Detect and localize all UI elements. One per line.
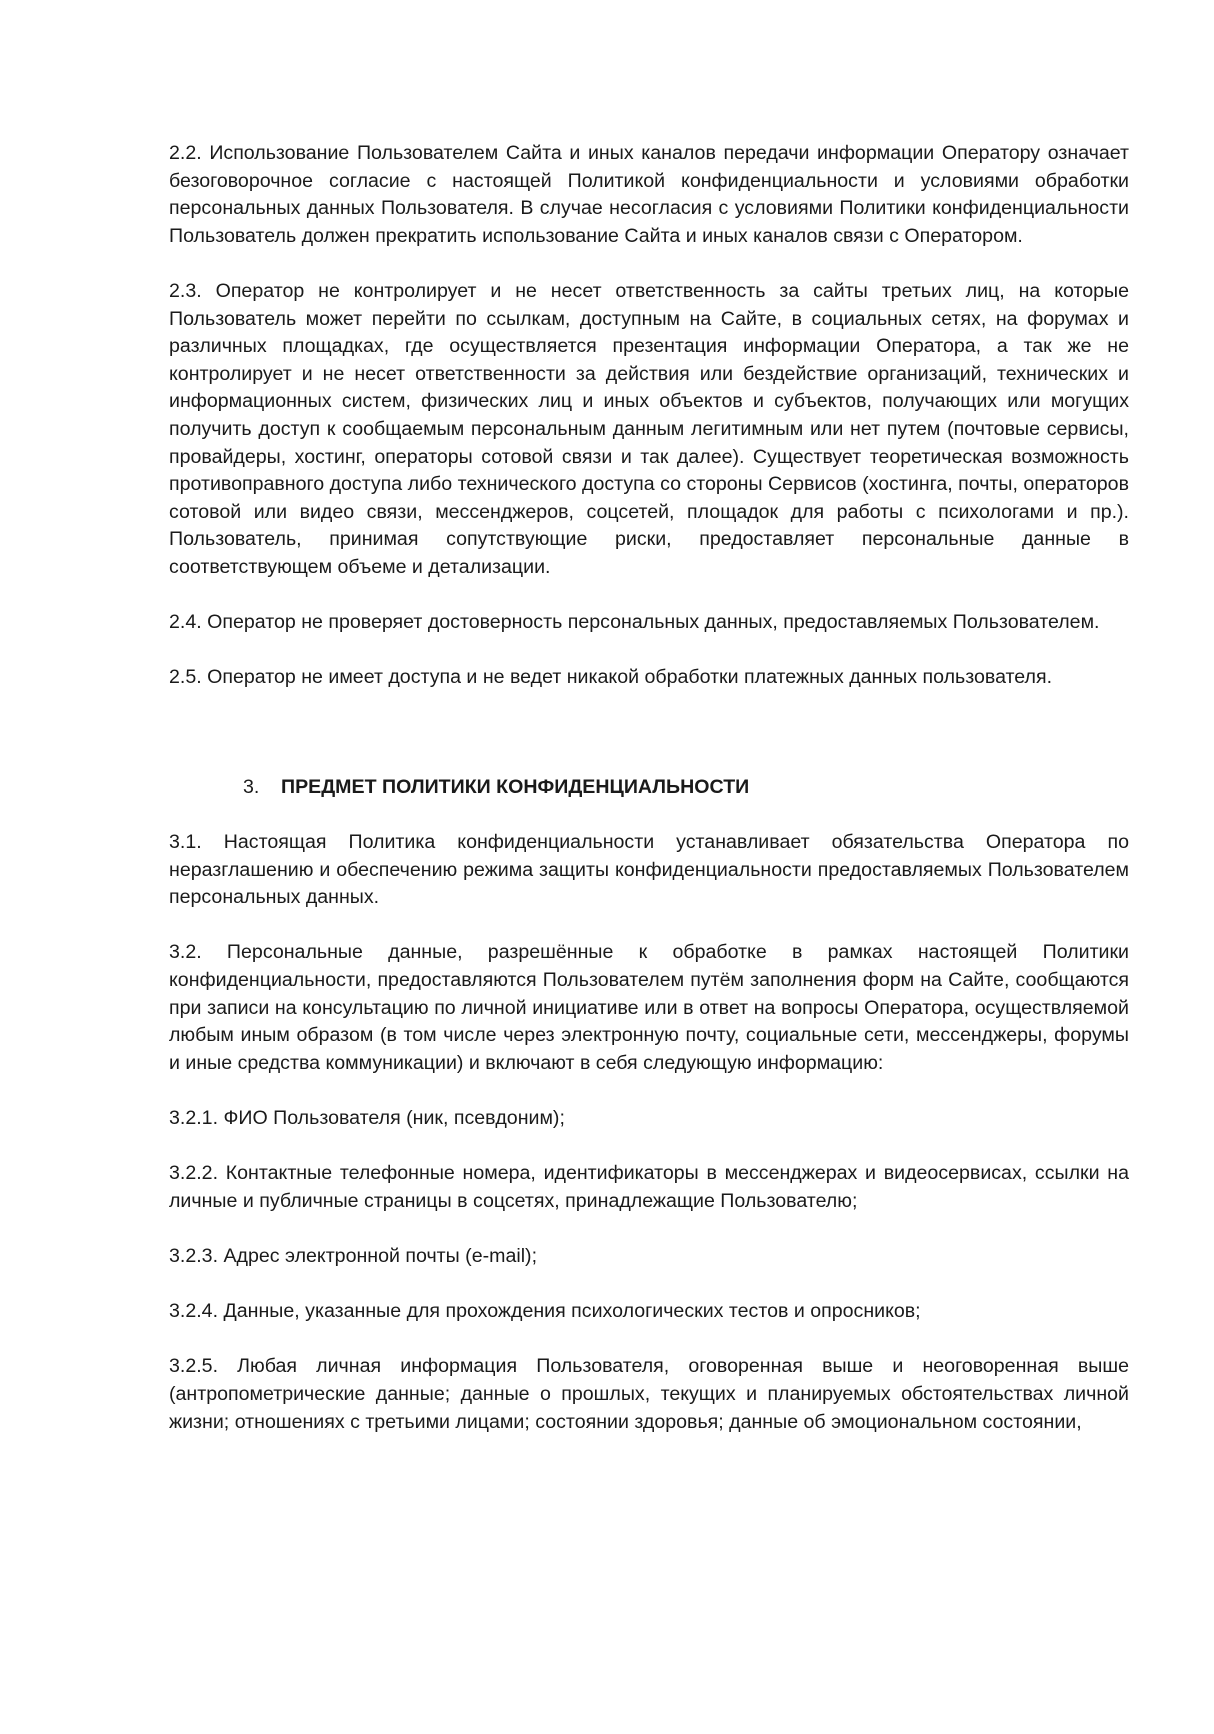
spacer (169, 692, 1129, 774)
paragraph-3-2-3: 3.2.3. Адрес электронной почты (e-mail); (169, 1244, 538, 1267)
paragraph-3-2-2: 3.2.2. Контактные телефонные номера, идентификаторы в мессенджерах и видеосервисах, ссылки на личные и публичные страницы в соцсетях, принадлежащие Пользователю; (169, 1162, 1129, 1212)
spacer (169, 1133, 1129, 1161)
paragraph-3-2: 3.2. Персональные данные, разрешённые к обработке в рамках настоящей Политики конфиденциальности, предоставляются Пользователем путём заполнения форм на Сайте, сообщаются при записи на консультацию по личной инициативе или в ответ на вопросы Оператора, осуществляемой любым иным образом (в том числе через электронную почту, социальные сети, мессенджеры, форумы и иные средства коммуникации) и включают в себя следующую информацию: (169, 941, 1129, 1074)
spacer (169, 250, 1129, 278)
document-body (169, 140, 1129, 1436)
spacer (169, 1326, 1129, 1354)
spacer (169, 801, 1129, 829)
spacer (169, 582, 1129, 610)
paragraph-2-3: 2.3. Оператор не контролирует и не несет ответственность за сайты третьих лиц, на которые Пользователь может перейти по ссылкам, доступным на Сайте, в социальных сетях, на форумах и различных площадках, где осуществляется презентация информации Оператора, а так же не контролирует и не несет ответственности за действия или бездействие организаций, технических и информационных систем, физических лиц и иных объектов и субъектов, получающих или могущих получить доступ к сообщаемым персональным данным легитимным или нет путем (почтовые сервисы, провайдеры, хостинг, операторы сотовой связи и так далее). Существует теоретическая возможность противоправного доступа либо технического доступа со стороны Сервисов (хостинга, почты, операторов сотовой или видео связи, мессенджеров, соцсетей, площадок для работы с психологами и пр.). Пользователь, принимая сопутствующие риски, предоставляет персональные данные в соответствующем объеме и детализации. (169, 279, 1129, 578)
paragraph-3-2-4: 3.2.4. Данные, указанные для прохождения психологических тестов и опросников; (169, 1300, 921, 1323)
paragraph-3-1: 3.1. Настоящая Политика конфиденциальности устанавливает обязательства Оператора по неразглашению и обеспечению режима защиты конфиденциальности предоставляемых Пользователем персональных данных. (169, 831, 1129, 909)
paragraph-2-5: 2.5. Оператор не имеет доступа и не ведет никакой обработки платежных данных пользователя. (169, 666, 1053, 689)
paragraph-2-2: 2.2. Использование Пользователем Сайта и иных каналов передачи информации Оператору означает безоговорочное согласие с настоящей Политикой конфиденциальности и условиями обработки персональных данных Пользователя. В случае несогласия с условиями Политики конфиденциальности Пользователь должен прекратить использование Сайта и иных каналов связи с Оператором. (169, 142, 1129, 247)
spacer (169, 1271, 1129, 1299)
paragraph-2-4: 2.4. Оператор не проверяет достоверность персональных данных, предоставляемых Пользователем. (169, 611, 1100, 634)
section-3-number: 3. (243, 775, 260, 798)
paragraph-3-2-5: 3.2.5. Любая личная информация Пользователя, оговоренная выше и неоговоренная выше (антропометрические данные; данные о прошлых, текущих и планируемых обстоятельствах личной жизни; отношениях с третьими лицами; состоянии здоровья; данные об эмоциональном состоянии, (169, 1355, 1129, 1433)
spacer (169, 912, 1129, 940)
paragraph-3-2-1: 3.2.1. ФИО Пользователя (ник, псевдоним); (169, 1107, 565, 1129)
spacer (169, 637, 1129, 665)
spacer (169, 1077, 1129, 1105)
section-3-title: ПРЕДМЕТ ПОЛИТИКИ КОНФИДЕНЦИАЛЬНОСТИ (281, 775, 750, 798)
section-3-heading (169, 774, 1129, 802)
spacer (169, 1215, 1129, 1243)
